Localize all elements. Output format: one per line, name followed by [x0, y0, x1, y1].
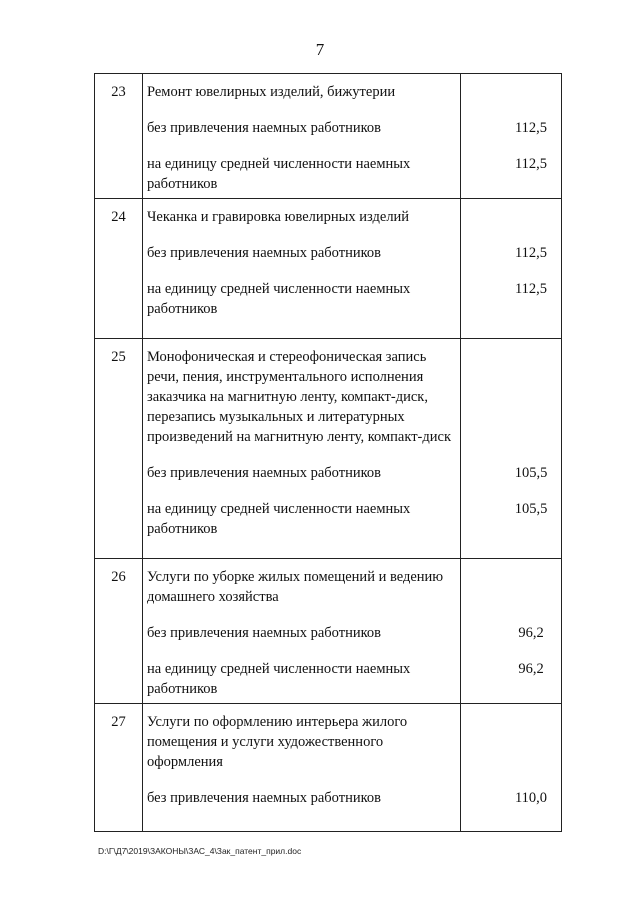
item-label: без привлечения наемных работников	[147, 790, 381, 806]
row-values	[461, 704, 562, 832]
row-number: 26	[95, 559, 143, 704]
row-title: Чеканка и гравировка ювелирных изделий	[147, 209, 410, 225]
tariff-table	[94, 73, 562, 832]
item-value: 112,5	[514, 156, 548, 172]
table-row	[95, 199, 562, 339]
item-label: на единицу средней численности наемных работников	[147, 156, 411, 192]
table-row	[95, 339, 562, 559]
item-value: 112,5	[514, 281, 548, 297]
item-label: без привлечения наемных работников	[147, 245, 381, 261]
row-values	[461, 199, 562, 339]
item-label: на единицу средней численности наемных работников	[147, 501, 411, 537]
row-number: 27	[95, 704, 143, 832]
table-row	[95, 704, 562, 832]
row-values	[461, 74, 562, 199]
item-label: без привлечения наемных работников	[147, 625, 381, 641]
row-number: 23	[95, 74, 143, 199]
item-value: 110,0	[514, 790, 548, 806]
page-number: 7	[315, 40, 325, 59]
item-label: на единицу средней численности наемных работников	[147, 661, 411, 697]
item-value: 112,5	[514, 120, 548, 136]
row-title: Монофоническая и стереофоническая запись речи, пения, инструментального исполнения заказчика на магнитную ленту, компакт-диск, перезапись музыкальных и литературных произведений на магнитную ленту, компакт-диск	[147, 349, 451, 445]
row-description	[143, 339, 461, 559]
item-value: 96,2	[518, 661, 544, 677]
item-value: 105,5	[514, 465, 548, 481]
row-title: Услуги по уборке жилых помещений и ведению домашнего хозяйства	[147, 569, 444, 605]
item-value: 105,5	[514, 501, 548, 517]
row-values	[461, 339, 562, 559]
item-value: 96,2	[518, 625, 544, 641]
row-description	[143, 199, 461, 339]
row-description	[143, 74, 461, 199]
row-title: Ремонт ювелирных изделий, бижутерии	[147, 84, 396, 100]
table-row	[95, 559, 562, 704]
item-value: 112,5	[514, 245, 548, 261]
table-row	[95, 74, 562, 199]
row-number: 25	[95, 339, 143, 559]
file-path-footer: D:\Г\Д7\2019\ЗАКОНЫ\ЗАС_4\Зак_патент_прил.doc	[98, 846, 302, 856]
row-title: Услуги по оформлению интерьера жилого помещения и услуги художественного оформления	[147, 714, 408, 770]
item-label: на единицу средней численности наемных работников	[147, 281, 411, 317]
row-description	[143, 559, 461, 704]
row-values	[461, 559, 562, 704]
row-description	[143, 704, 461, 832]
item-label: без привлечения наемных работников	[147, 465, 381, 481]
table-body	[95, 74, 562, 832]
row-number: 24	[95, 199, 143, 339]
item-label: без привлечения наемных работников	[147, 120, 381, 136]
